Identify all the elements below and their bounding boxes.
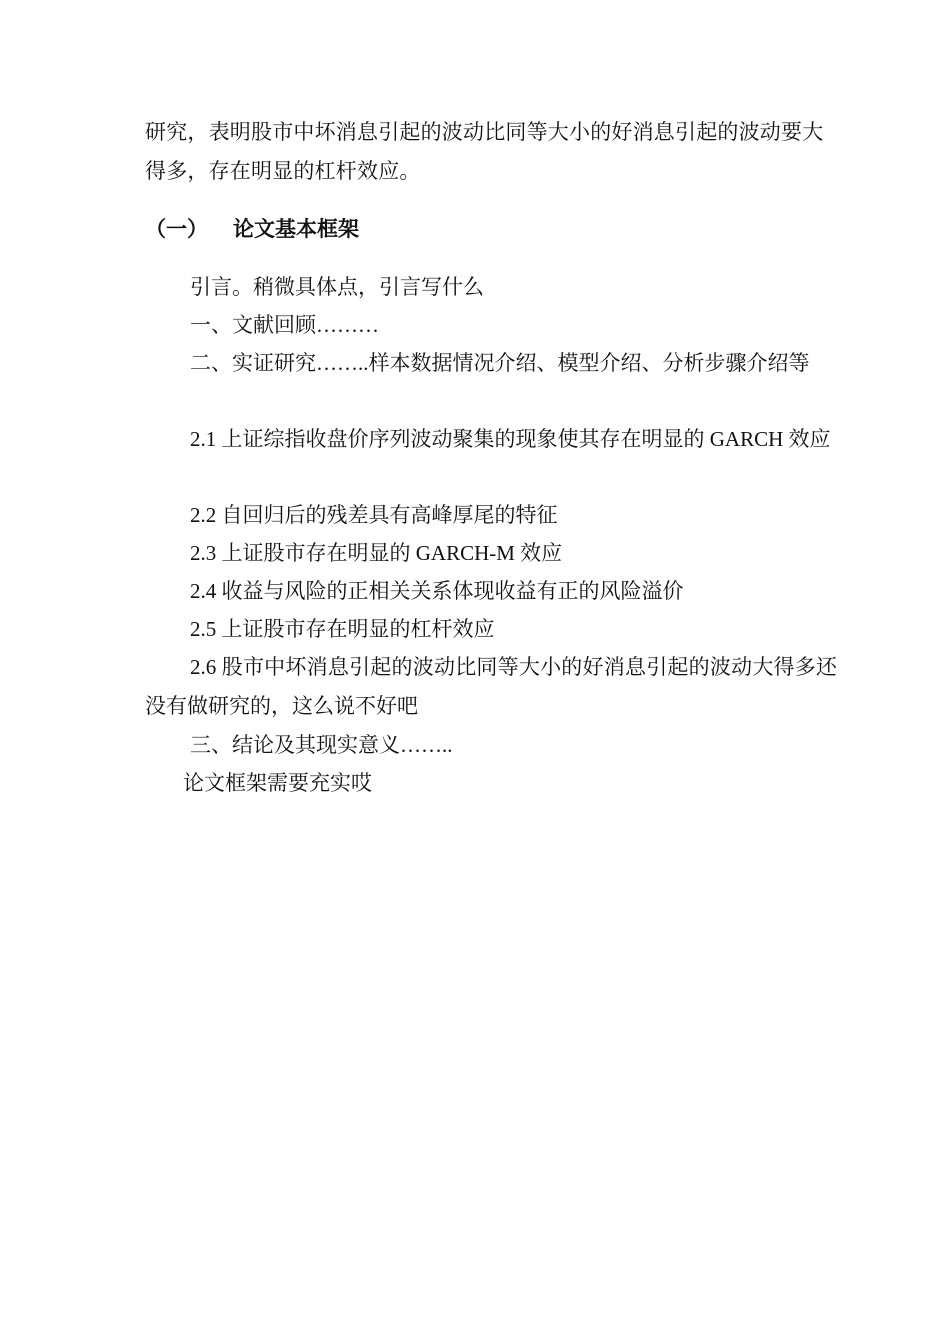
section-title: 论文基本框架	[233, 217, 359, 241]
section-heading	[145, 210, 359, 248]
outline-item-2-1: 2.1 上证综指收盘价序列波动聚集的现象使其存在明显的 GARCH 效应	[190, 427, 831, 451]
outline-item-2-4: 2.4 收益与风险的正相关关系体现收益有正的风险溢价	[190, 579, 684, 603]
section-number: （一）	[145, 217, 208, 241]
outline-item-1: 一、文献回顾………	[190, 313, 379, 337]
outline-item-3: 三、结论及其现实意义……..	[190, 733, 453, 757]
outline-intro: 引言。稍微具体点，引言写什么	[190, 275, 484, 299]
outline-item-2: 二、实证研究……..样本数据情况介绍、模型介绍、分析步骤介绍等	[190, 351, 810, 375]
outline-item-2-5: 2.5 上证股市存在明显的杠杆效应	[190, 617, 495, 641]
outline-item-2-6: 2.6 股市中坏消息引起的波动比同等大小的好消息引起的波动大得多还没有做研究的，这么说不好吧	[145, 655, 837, 718]
outline-item-2-3: 2.3 上证股市存在明显的 GARCH-M 效应	[190, 541, 563, 565]
reviewer-comment: 论文框架需要充实哎	[183, 771, 372, 795]
outline-item-2-2: 2.2 自回归后的残差具有高峰厚尾的特征	[190, 503, 558, 527]
intro-paragraph: 研究，表明股市中坏消息引起的波动比同等大小的好消息引起的波动要大得多，存在明显的杠杆效应。	[145, 120, 824, 183]
